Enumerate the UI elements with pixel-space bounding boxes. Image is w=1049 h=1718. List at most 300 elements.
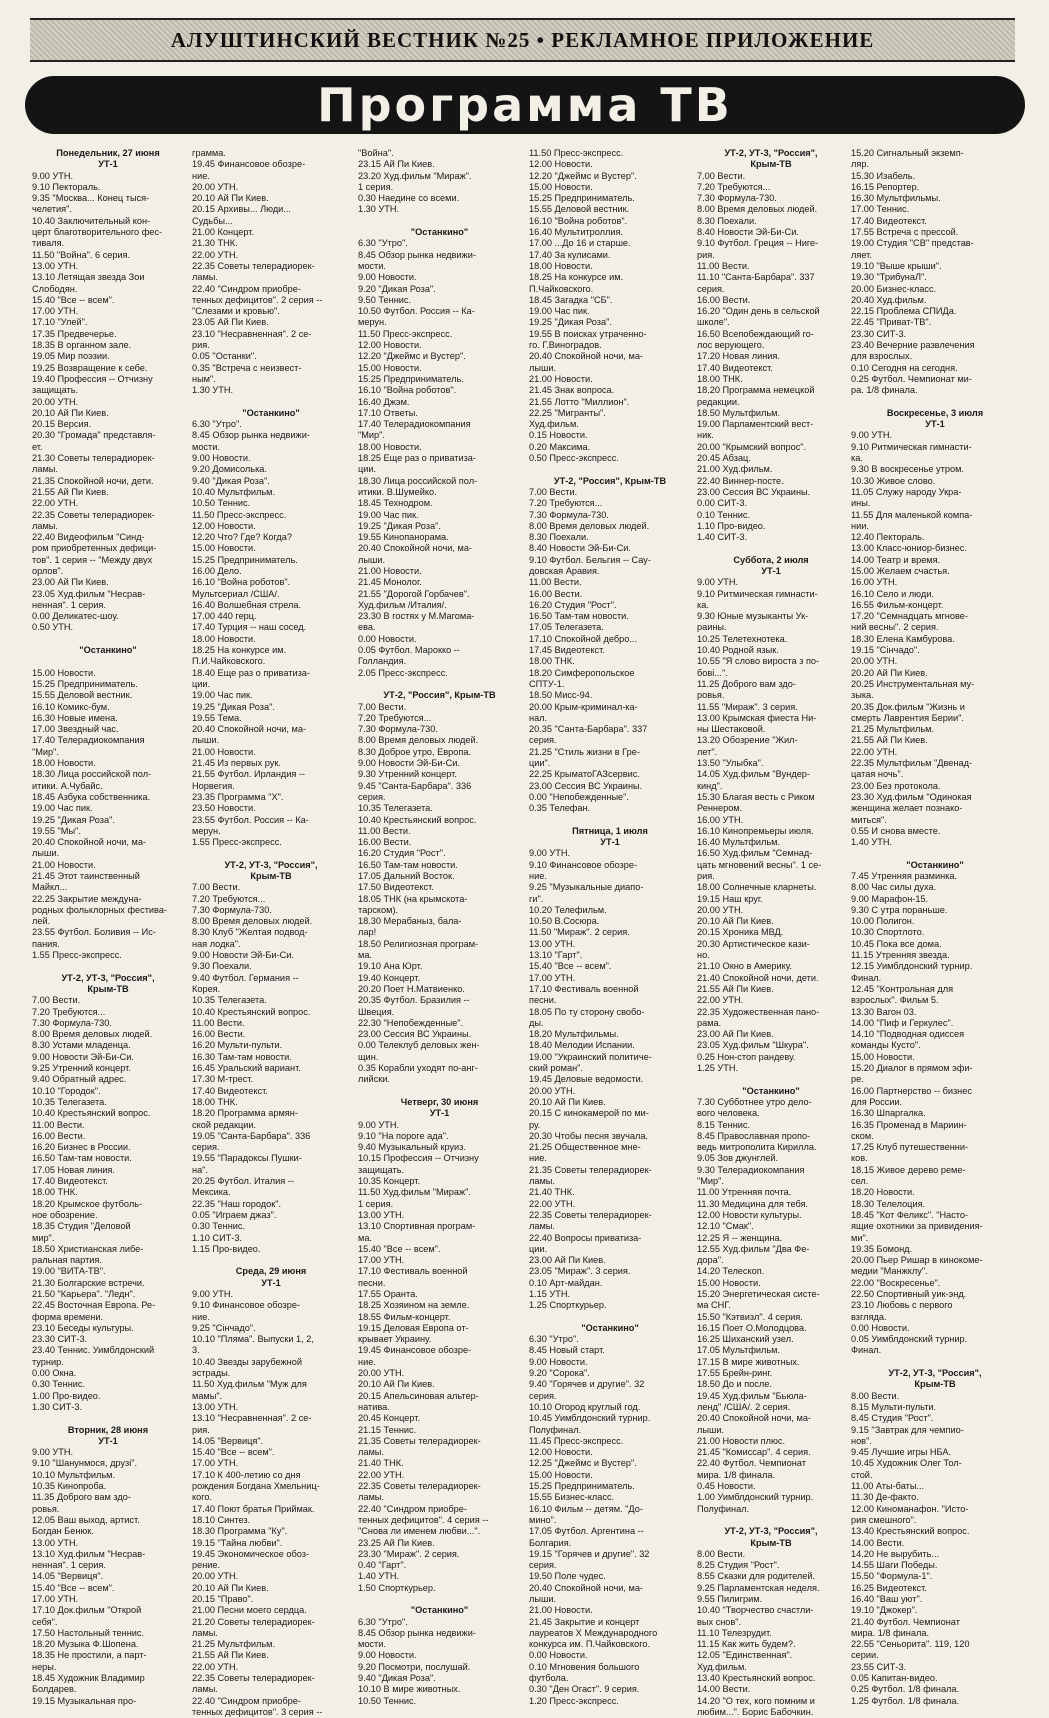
schedule-line: 18.00 Солнечные кларнеты. [697,882,817,893]
schedule-line: 13.10 Худ.фильм "Несрав- [32,1548,146,1559]
schedule-line: 1.55 Пресс-экспресс. [192,837,282,848]
schedule-line: 0.35 Корабли уходят по-анг- [358,1063,478,1074]
schedule-line: 17.20 "Семнадцать мгнове- [851,611,968,622]
schedule-heading: "Останкино" [906,859,964,870]
schedule-line: 10.40 "Творчество счастли- [697,1605,814,1616]
schedule-line: 7.00 Вести. [529,486,578,497]
schedule-line: 13.10 Спортивная програм- [358,1221,476,1232]
schedule-line: 17.00 Теннис. [851,204,910,215]
schedule-line: 15.20 Диалог в прямом эфи- [851,1063,973,1074]
schedule-line: 18.30 Лица российской пол- [32,769,152,780]
schedule-line: 20.00 УТН. [851,656,898,667]
schedule-line: 23.00 Сессия ВС Украины. [358,1029,472,1040]
schedule-line: нал. [529,712,548,723]
schedule-line: мир". [32,1232,55,1243]
schedule-line: 16.00 УТН. [851,577,898,588]
schedule-line: 11.55 Для маленькой компа- [851,509,973,520]
schedule-line: 19.35 Бомонд. [851,1243,913,1254]
schedule-line: 23.40 Теннис. Уимблдонский [32,1345,155,1356]
schedule-line: рождения Богдана Хмельниц- [192,1481,320,1492]
schedule-line: 17.40 Видеотекст. [851,215,927,226]
schedule-line: 19.25 "Дикая Роза". [32,814,115,825]
schedule-line: 23.30 "Мираж". 2 серия. [358,1548,460,1559]
schedule-line: ламы. [192,272,218,283]
schedule-line: 15.00 Новости. [851,1051,915,1062]
schedule-line: 22.25 "Мигранты". [529,407,606,418]
schedule-line: 22.35 "Наш городок". [192,1198,282,1209]
schedule-line: 10.35 Концерт. [358,1176,420,1187]
schedule-line: 22.35 Советы телерадиорек- [529,1209,652,1220]
schedule-heading: УТ-1 [429,1108,450,1119]
schedule-line: 21.30 ТНК. [192,238,238,249]
schedule-line: Швеция. [358,1006,395,1017]
schedule-line: 20.30 Артистическое кази- [697,938,810,949]
schedule-line: 10.50 В.Сосюра. [529,916,600,927]
schedule-line: лыши. [529,362,557,373]
schedule-line: 17.05 Телегазета. [529,622,604,633]
schedule-line: 22.40 "Синдром приобре- [192,283,301,294]
schedule-line: 7.00 Вести. [192,882,241,893]
schedule-line: Полуфинал. [697,1503,750,1514]
schedule-line: 22.00 УТН. [851,746,898,757]
schedule-line: 15.50 "Кэтвизл". 4 серия. [697,1311,803,1322]
schedule-line: 14.55 Шаги Победы. [851,1560,938,1571]
schedule-line: 0.25 Нон-стоп рандеву. [697,1051,796,1062]
schedule-line: 0.10 Сегодня на сегодня. [851,362,958,373]
schedule-line: ным". [192,373,216,384]
schedule-line [32,961,184,972]
schedule-line: 13.20 Обозрение "Жил- [697,735,798,746]
schedule-column-6 [851,148,1019,1706]
schedule-line: 12.20 "Джеймс и Вустер". [358,351,466,362]
schedule-heading: "Останкино" [742,1085,800,1096]
schedule-line: 12.25 "Джеймс и Вустер". [529,1458,637,1469]
schedule-line: 11.30 Медицина для тебя. [697,1198,809,1209]
schedule-line: 18.45 Художник Владимир [32,1673,145,1684]
schedule-line: женщина желает познако- [851,803,963,814]
schedule-line: 18.20 Музыка Ф.Шопена. [32,1639,139,1650]
schedule-line: 10.35 Телегазета. [192,995,267,1006]
schedule-line: 12.45 "Контрольная для [851,983,954,994]
schedule-line: Норвегия. [192,780,235,791]
schedule-line: 0.30 Теннис. [192,1221,246,1232]
schedule-line: 13.00 Крымская фиеста Ни- [697,712,817,723]
schedule-line: 11.00 Аты-баты... [851,1481,925,1492]
schedule-line: 16.00 Вести. [192,1029,246,1040]
schedule-line: тенных дефицитов". 3 серия -- [192,1706,323,1717]
schedule-line: 0.35 "Встреча с неизвест- [192,362,302,373]
schedule-line: 0.25 Футбол. Чемпионат ми- [851,373,972,384]
schedule-line: 7.30 Формула-730. [358,724,438,735]
schedule-line: ги". [529,893,544,904]
schedule-line: ции". [529,758,551,769]
schedule-line: 9.00 УТН. [358,1119,400,1130]
schedule-line: 20.00 Бизнес-класс. [851,283,937,294]
schedule-line: 18.35 Не простили, а парт- [32,1650,147,1661]
schedule-line [529,464,691,475]
schedule-line: 14.00 Вести. [697,1684,751,1695]
schedule-line [32,634,184,645]
schedule-line: 0.55 И снова вместе. [851,825,941,836]
schedule-heading: УТ-1 [98,1435,118,1446]
schedule-line: 17.40 Турция -- наш сосед. [192,622,307,633]
schedule-line: зыка. [851,690,874,701]
schedule-line: 21.00 Новости. [529,373,593,384]
schedule-heading: Суббота, 2 июля [733,554,809,565]
schedule-line: 18.00 ТНК. [192,1096,238,1107]
schedule-line: рия. [192,1424,210,1435]
schedule-line: Мексика. [192,1187,231,1198]
schedule-line: 18.45 Азбука собственника. [32,791,151,802]
schedule-line: 13.00 УТН. [358,1209,405,1220]
schedule-line: ру. [529,1119,541,1130]
schedule-line: 9.45 "Санта-Барбара". 336 [358,780,472,791]
schedule-line: песни. [529,995,557,1006]
schedule-line: 12.55 Худ.фильм "Два Фе- [697,1243,810,1254]
schedule-line: 10.10 Огород круглый год. [529,1401,641,1412]
schedule-line [192,397,350,408]
schedule-line: 19.55 "Мы". [32,825,81,836]
schedule-line [697,543,845,554]
schedule-line: 10.40 Крестьянский вопрос. [32,1108,151,1119]
schedule-line: 18.40 Мелодии Испании. [529,1040,635,1051]
schedule-line: 8.00 Время деловых людей. [32,1029,153,1040]
schedule-line: 15.55 Деловой вестник. [32,690,133,701]
schedule-line: 19.25 "Дикая Роза". [358,520,441,531]
schedule-line: 21.00 Новости. [192,746,256,757]
schedule-line: 21.00 Новости плюс. [697,1435,786,1446]
schedule-line: мерун. [192,825,221,836]
schedule-line: 1.00 Уимблдонский турнир. [697,1492,814,1503]
schedule-line: итики. А.Чубайс. [32,780,103,791]
schedule-line: 20.10 Ай Пи Киев. [529,1096,606,1107]
schedule-line: 17.10 Фестиваль военной [529,983,639,994]
schedule-line: 13.00 УТН. [32,1537,79,1548]
schedule-line: 16.40 "Ваш уют". [851,1594,923,1604]
schedule-line: 7.00 Вести. [358,701,407,712]
schedule-line: 15.25 Предприниматель. [529,193,635,204]
schedule-line: 9.10 Финансовое обозре- [529,859,638,870]
schedule-line: 8.30 Поехали. [529,532,589,543]
schedule-line: 18.25 На конкурсе им. [192,645,287,656]
schedule-line: мино". [529,1514,557,1525]
schedule-line: 22.40 Вопросы приватиза- [529,1232,642,1243]
schedule-line: песни. [358,1277,386,1288]
schedule-line: 17.55 Оранта. [358,1288,418,1299]
schedule-line: 11.50 Пресс-экспресс. [529,148,624,158]
schedule-line: 10.20 Телефильм. [529,904,607,915]
schedule-line: 10.25 Телетехнотека. [697,633,788,644]
schedule-line: 19.10 Ана Юрт. [358,961,423,972]
schedule-line: 16.55 Фильм-концерт. [851,599,944,610]
schedule-line: 16.00 Вести. [358,837,412,848]
schedule-line: 9.10 "На пороге ада". [358,1130,449,1141]
schedule-line: ром приобретенных дефици- [32,543,157,554]
schedule-line: 9.20 Посмотри, послушай. [358,1661,471,1672]
schedule-line: 7.30 Формула-730. [697,193,777,204]
schedule-line: 16.50 Всепобеждающий го- [697,328,814,339]
schedule-line: 17.00 УТН. [32,1594,79,1604]
schedule-line: серия. [529,1390,557,1401]
schedule-line: ламы. [358,1447,384,1458]
schedule-line: 17.00 УТН. [32,306,79,317]
schedule-line: родных фольклорных фестива- [32,904,167,915]
schedule-line: 10.40 Звезды зарубежной [192,1356,302,1367]
schedule-line: 13.00 УТН. [32,260,79,271]
schedule-line: 0.10 Теннис. [697,509,751,520]
schedule-line: 21.10 Окно в Америку. [697,961,793,972]
schedule-line: 10.40 Крестьянский вопрос. [358,814,477,825]
schedule-line: 20.00 УТН. [697,904,744,915]
schedule-line: ма. [358,1232,372,1243]
schedule-line: 21.45 "Комиссар". 4 серия. [697,1447,811,1458]
schedule-line: серия. [697,283,725,294]
schedule-line: мерун. [358,317,387,328]
schedule-line: рия. [697,871,715,881]
schedule-line: 8.30 Клуб "Желтая подвод- [192,927,308,938]
schedule-line: Худ.фильм. [529,419,579,430]
schedule-line: 1.25 УТН. [697,1063,739,1074]
schedule-line: 14.05 "Вервиця". [192,1435,264,1446]
schedule-line: ма. [358,950,372,961]
schedule-column-3 [358,148,521,1706]
schedule-line: 11.05 Служу народу Укра- [851,486,962,497]
schedule-line: Голландия. [358,656,407,667]
schedule-line: 19.10 "Джокер". [851,1605,918,1616]
schedule-line: серия. [358,791,386,802]
schedule-line [358,216,521,227]
schedule-line: 1.30 УТН. [192,385,234,396]
schedule-line: 11.10 "Санта-Барбара". 337 [697,272,815,283]
schedule-line: 1.15 Про-видео. [192,1243,261,1254]
schedule-line: 1.40 УТН. [358,1571,400,1582]
schedule-line: 21.35 Советы телерадиорек- [529,1164,652,1175]
schedule-line: 23.05 Худ.фильм "Шкура". [697,1040,809,1051]
schedule-line: 20.25 Инструментальная му- [851,678,975,689]
schedule-line: 17.10 Ответы. [358,407,418,418]
schedule-line: 17.05 Мультфильм. [697,1345,781,1356]
schedule-line: 18.00 ТНК. [697,373,743,384]
schedule-line: 16.20 Мульти-пульти. [192,1040,283,1051]
schedule-line [697,1515,845,1526]
schedule-line: 9.00 Марафон-15. [851,893,929,904]
schedule-line: 0.30 "Ден Огаст". 9 серия. [529,1684,640,1695]
schedule-line: 10.30 Живое слово. [851,475,936,486]
schedule-line: 21.50 "Карьера". "Ледн". [32,1288,136,1299]
schedule-line: 10.45 Художник Олег Тол- [851,1458,962,1469]
schedule-line: ровья. [32,1503,60,1514]
schedule-line: итики. В.Шумейко. [358,486,437,497]
schedule-line: 7.00 Вести. [697,170,746,181]
schedule-line: 21.25 Мультфильм. [851,724,935,735]
schedule-line: Слободян. [32,283,78,294]
schedule-line: 18.25 Хозяином на земле. [358,1300,470,1311]
schedule-line: 22.35 Советы телерадиорек- [32,509,155,520]
schedule-line: 17.55 Встреча с прессой. [851,227,959,238]
schedule-line: рия. [697,249,715,260]
schedule-line: 8.00 Время деловых людей. [697,204,818,215]
schedule-line: 14.05 Худ.фильм "Вундер- [697,769,810,780]
schedule-line: церт благотворительного фес- [32,227,163,238]
schedule-line: 18.05 ТНК (на крымскота- [358,893,468,904]
schedule-heading: УТ-2, "Россия", Крым-ТВ [383,690,496,701]
schedule-line: 17.40 За кулисами. [529,249,611,260]
schedule-line: ящие охотники за привидения- [851,1221,983,1232]
schedule-line: ламы. [358,1492,384,1503]
schedule-line: ние. [529,1153,547,1164]
schedule-line: "Снова ли именем любви...". [358,1526,481,1537]
schedule-line: 18.30 Телелоция. [851,1198,926,1209]
schedule-line: 21.45 Из первых рук. [192,758,281,769]
schedule-line: 22.40 Виннер-посте. [697,475,784,486]
schedule-line: ков. [851,1153,868,1164]
schedule-line: 21.25 Общественное мне- [529,1142,641,1153]
schedule-line: 0.05 Футбол. Марокко -- [358,645,460,656]
schedule-line: 18.10 Синтез. [192,1514,251,1525]
schedule-line: 16.40 Волшебная стрела. [192,599,302,610]
schedule-line: 22.15 Проблема СПИДа. [851,306,957,317]
schedule-line: ламы. [32,464,58,475]
schedule-line: серия. [529,735,557,746]
schedule-line: 22.35 Советы телерадиорек- [192,260,315,271]
schedule-line: 18.05 По ту сторону свобо- [529,1006,645,1017]
schedule-line: 0.25 Футбол. 1/8 финала. [851,1684,960,1695]
schedule-line: 17.05 Дальний Восток. [358,871,455,881]
schedule-line: 8.30 Устами младенца. [32,1040,131,1051]
schedule-line: 11.50 "Война". 6 серия. [32,249,131,260]
schedule-line: 19.00 Час пик. [358,509,419,520]
schedule-heading: УТ-2, УТ-3, "Россия", [724,1526,818,1537]
schedule-line: 19.00 Час пик. [192,690,253,701]
schedule-line: ды. [529,1017,544,1028]
schedule-line: 7.00 Вести. [32,995,81,1006]
schedule-line: 8.55 Сказки для родителей. [697,1571,816,1582]
schedule-line: 20.40 Худ.фильм. [851,294,927,305]
schedule-line: 10.10 "Городок". [32,1085,101,1096]
schedule-line [851,397,1019,408]
schedule-line: 9.00 Новости Эй-Би-Си. [192,950,294,961]
schedule-line: 23.30 В гостях у М.Магома- [358,611,475,622]
schedule-line: натива. [358,1401,390,1412]
schedule-line: 17.30 М-трест. [192,1074,254,1085]
schedule-line: 19.00 Час пик. [32,803,93,814]
schedule-line: 8.00 Вести. [697,1548,746,1559]
schedule-line: тарском). [358,904,399,915]
schedule-line: 12.40 Пектораль. [851,532,925,543]
schedule-line: 16.30 Новые имена. [32,712,118,723]
schedule-line: 20.40 Спокойной ночи, ма- [192,724,306,735]
schedule-line: 15.20 Энергетическая систе- [697,1288,820,1299]
schedule-line [192,1255,350,1266]
schedule-line: 6.30 "Утро". [358,238,408,249]
schedule-line: 8.00 Вести. [851,1390,900,1401]
schedule-line: 17.00 Звездный час. [32,724,119,735]
schedule-line: 21.30 Болгарские встречи. [32,1277,145,1288]
schedule-line: 9.40 Футбол. Германия -- [192,972,299,983]
schedule-line: 17.40 Видеотекст. [32,1176,108,1187]
schedule-line: 17.40 Видеотекст. [192,1085,268,1096]
schedule-line: рия смешного". [851,1514,917,1525]
schedule-heading: УТ-1 [761,565,781,576]
schedule-line: 19.30 "ТрибунаЛ". [851,272,927,283]
schedule-line: 13.10 "Гарт". [529,950,583,961]
schedule-line: лыши. [192,735,220,746]
schedule-line: 15.20 Сигнальный экземп- [851,148,964,158]
schedule-line: 18.15 Живое дерево реме- [851,1164,966,1175]
schedule-line: 18.30 Елена Камбурова. [851,633,955,644]
schedule-line: 15.55 Деловой вестник. [529,204,630,215]
schedule-line: взрослых". Фильм 5. [851,995,939,1006]
schedule-line: Болгария. [529,1537,572,1548]
schedule-line: 21.55 "Дорогой Горбачев". [358,588,470,599]
schedule-line: 11.25 Доброго вам здо- [697,678,796,689]
schedule-line: 15.00 Новости. [32,667,96,678]
schedule-line: 13.40 Крестьянский вопрос. [697,1673,816,1684]
schedule-line: 6.30 "Утро". [358,1616,408,1627]
schedule-line: 22.00 УТН. [192,249,239,260]
schedule-line: 12.20 "Джеймс и Вустер". [529,170,637,181]
schedule-line: турнир. [32,1356,64,1367]
schedule-line: 23.05 "Мираж". 3 серия. [529,1266,631,1277]
schedule-line: 17.50 Настольный теннис. [32,1627,145,1638]
schedule-line: серии. [851,1650,879,1661]
schedule-line: 7.30 Субботнее утро дело- [697,1096,812,1107]
schedule-line: 23.55 СИТ-3. [851,1661,907,1672]
schedule-line: 16.00 Вести. [529,588,583,599]
schedule-line: 23.50 Новости. [192,803,256,814]
schedule-line: 17.55 Брейн-ринг. [697,1368,773,1379]
schedule-line: 8.45 Обзор рынка недвижи- [192,430,310,441]
schedule-line: пания. [32,938,60,949]
schedule-line: Худ.фильм. [697,1661,747,1672]
schedule-line: 10.00 Полигон. [851,916,915,927]
schedule-line: 8.15 Теннис. [697,1119,751,1130]
schedule-line: 20.10 Ай Пи Киев. [697,916,774,927]
schedule-line: лыши. [358,554,386,565]
schedule-line: крывает Украину. [358,1334,432,1345]
schedule-line: 15.40 "Все -- всем". [32,1582,115,1593]
schedule-line: 22.00 УТН. [529,1198,576,1209]
schedule-line: сел. [851,1176,869,1187]
schedule-line: 16.25 Видеотекст. [851,1582,927,1593]
schedule-line: 0.50 УТН. [32,622,74,633]
schedule-line: 0.00 СИТ-3. [697,498,748,509]
schedule-line: 19.05 "Санта-Барбара". 336 [192,1130,311,1141]
schedule-line: 23.10 Любовь с первого [851,1300,953,1311]
masthead-text: АЛУШТИНСКИЙ ВЕСТНИК №25 • РЕКЛАМНОЕ ПРИЛОЖЕНИЕ [170,27,875,52]
schedule-line: 11.55 "Мираж". 3 серия. [697,701,798,712]
schedule-line: 19.10 "Выше крыши". [851,260,942,271]
schedule-line: 23.25 Ай Пи Киев. [358,1537,435,1548]
schedule-line: 21.55 Футбол. Ирландия -- [192,769,306,780]
schedule-line: 21.55 Ай Пи Киев. [851,735,928,746]
schedule-heading: Воскресенье, 3 июля [886,407,984,418]
schedule-line: 12.10 "Смак". [697,1221,754,1232]
schedule-line: 10.45 Пока все дома. [851,938,942,949]
schedule-line: 7.45 Утренняя разминка. [851,871,958,881]
schedule-line: 16.10 Комикс-бум. [32,701,110,712]
schedule-line: 20.00 УТН. [529,1085,576,1096]
schedule-line: 0.20 Максима. [529,441,591,452]
schedule-line: защищать. [32,385,79,396]
schedule-line: 20.30 "Громада" представля- [32,430,156,441]
schedule-line: 8.45 Студия "Рост". [851,1413,934,1424]
schedule-heading: Крым-ТВ [250,871,292,881]
masthead-banner [30,18,1015,62]
schedule-line: 18.00 ТНК. [32,1187,78,1198]
schedule-line: 8.15 Мульти-пульти. [851,1401,937,1412]
schedule-line: 22.00 УТН. [32,498,79,509]
